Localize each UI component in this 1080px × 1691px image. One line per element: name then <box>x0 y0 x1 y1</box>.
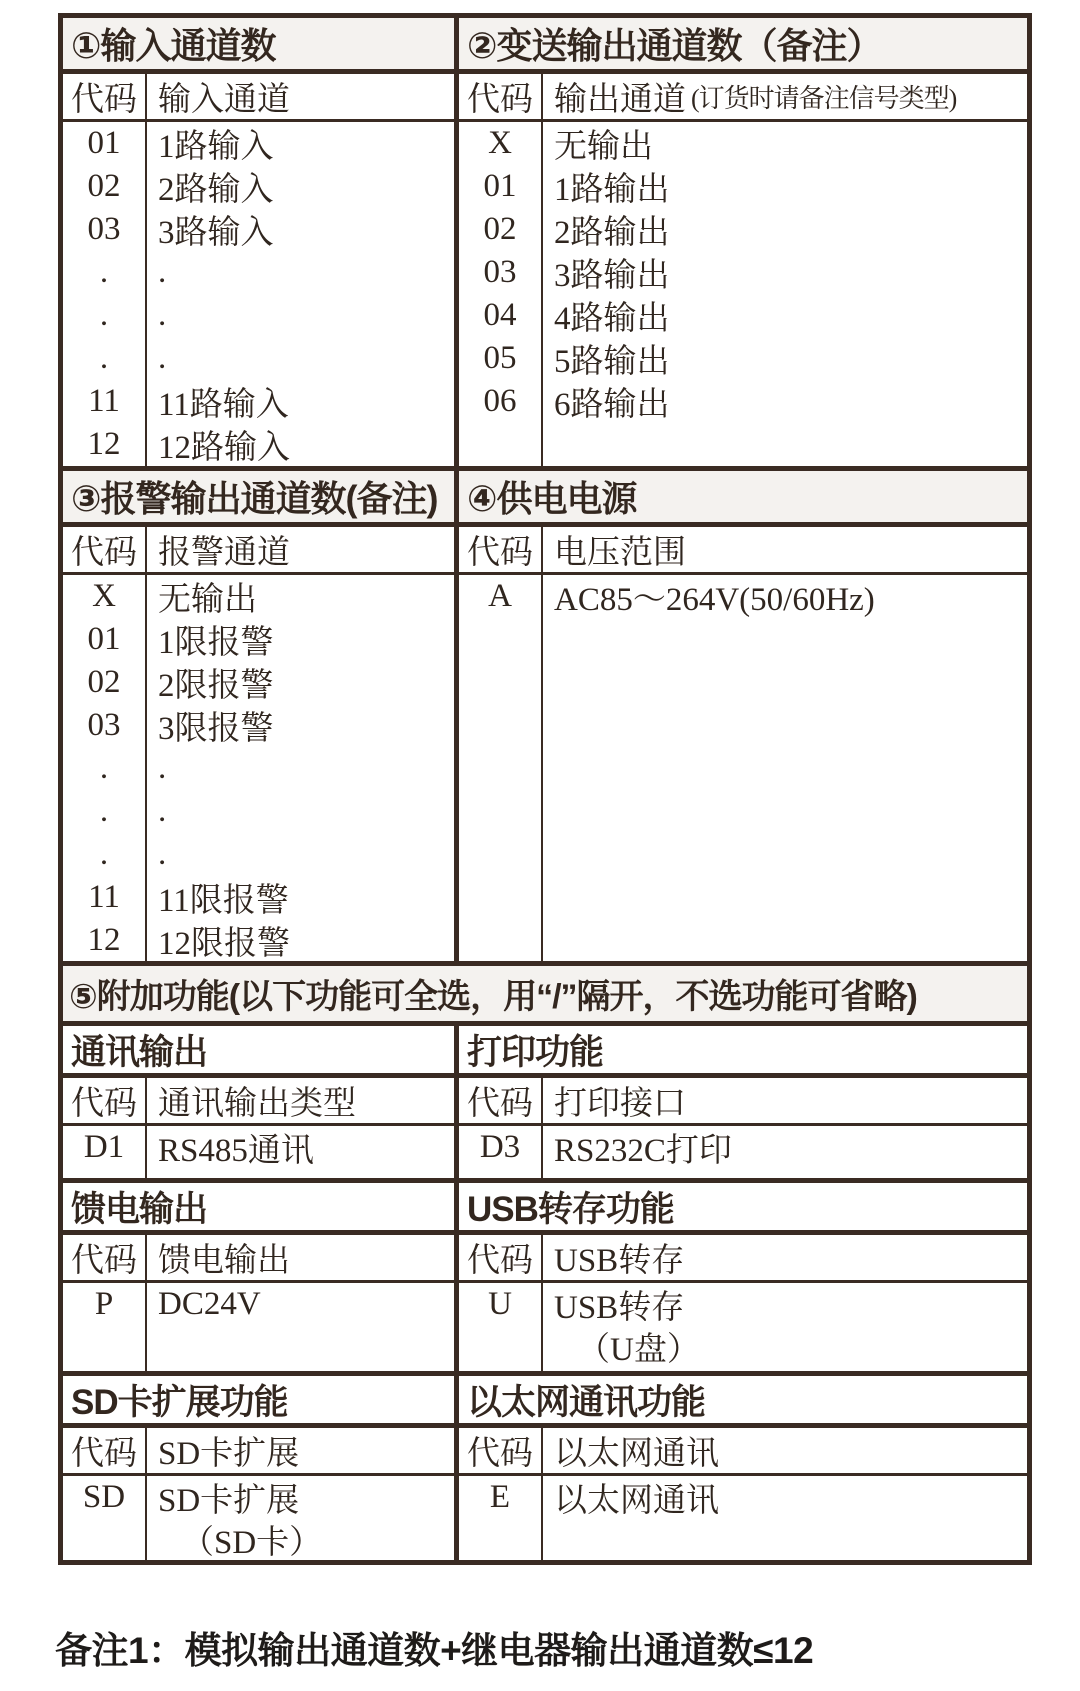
desc-column <box>543 1126 1027 1178</box>
section-row-5 <box>63 1376 1027 1560</box>
desc-column-header: 馈电输出 <box>158 1243 290 1279</box>
code-column <box>459 1283 543 1371</box>
code-cell: 11 <box>88 879 120 915</box>
code-column-header: 代码 <box>459 1078 543 1123</box>
section-title: ③报警输出通道数(备注) <box>63 471 454 527</box>
section-input-channels <box>63 18 459 466</box>
code-column-header: 代码 <box>63 74 147 119</box>
desc-cell: 4路输出 <box>554 301 670 337</box>
sub-feed-output <box>63 1183 459 1371</box>
code-column <box>459 122 543 466</box>
desc-cell: 2路输入 <box>158 172 274 208</box>
code-column <box>459 1126 543 1178</box>
table-body <box>459 575 1027 961</box>
desc-cell: 3路输出 <box>554 258 670 294</box>
code-column-header: 代码 <box>459 1428 543 1473</box>
dots-cell: . <box>158 750 167 786</box>
footnote: 备注1：模拟输出通道数+继电器输出通道数≤12 <box>55 1630 814 1671</box>
code-column <box>459 575 543 961</box>
dots-cell: . <box>99 297 109 333</box>
code-cell: 12 <box>87 922 121 958</box>
sub-title: USB转存功能 <box>459 1183 1027 1235</box>
dots-cell: . <box>99 836 109 872</box>
desc-cell-line2: （SD卡） <box>181 1524 323 1561</box>
column-header-row <box>63 1235 454 1283</box>
desc-cell: USB转存 <box>554 1289 685 1326</box>
sub-title: SD卡扩展功能 <box>63 1376 454 1428</box>
section-alarm-outputs <box>63 471 459 961</box>
desc-cell: 1限报警 <box>158 625 274 661</box>
dots-cell: . <box>158 836 167 872</box>
table-body <box>63 1476 454 1560</box>
sub-comm-output <box>63 1026 459 1178</box>
desc-cell: DC24V <box>158 1285 261 1322</box>
code-cell: E <box>489 1478 511 1515</box>
sub-print-function <box>459 1026 1027 1178</box>
desc-cell: 6路输出 <box>554 387 670 423</box>
desc-column-header: SD卡扩展 <box>158 1436 300 1472</box>
code-cell: 01 <box>483 168 517 204</box>
code-cell: SD <box>82 1478 126 1515</box>
desc-cell: 5路输出 <box>554 344 670 380</box>
dots-cell: . <box>99 254 109 290</box>
desc-cell: 无输出 <box>554 129 653 165</box>
code-column <box>459 1476 543 1560</box>
table-body <box>459 1476 1027 1560</box>
desc-cell: 12路输入 <box>158 430 290 466</box>
desc-cell: 1路输出 <box>554 172 670 208</box>
code-cell: 02 <box>87 664 121 700</box>
desc-column <box>147 1283 454 1371</box>
section-row-3 <box>63 1026 1027 1183</box>
code-cell: 11 <box>88 383 120 419</box>
code-column <box>63 575 147 961</box>
code-cell: 02 <box>483 211 517 247</box>
sub-title: 馈电输出 <box>63 1183 454 1235</box>
desc-cell: 2限报警 <box>158 668 274 704</box>
desc-header-main: 输出通道 <box>554 82 686 118</box>
section-power-supply <box>459 471 1027 961</box>
code-cell: 03 <box>87 211 121 247</box>
code-cell: U <box>488 1285 512 1322</box>
desc-cell: SD卡扩展 <box>158 1482 300 1519</box>
code-cell: P <box>94 1285 114 1322</box>
desc-column <box>147 1126 454 1178</box>
desc-column-header: 打印接口 <box>554 1086 686 1122</box>
section-row-4 <box>63 1183 1027 1376</box>
desc-cell: RS485通讯 <box>158 1133 314 1169</box>
code-cell: 03 <box>87 707 121 743</box>
code-column-header: 代码 <box>63 1428 147 1473</box>
section-title: ②变送输出通道数（备注） <box>459 18 1027 74</box>
code-cell: D1 <box>83 1129 125 1165</box>
dots-cell: . <box>158 297 167 333</box>
dots-cell: . <box>158 793 167 829</box>
code-cell: 02 <box>87 168 121 204</box>
code-column <box>63 1476 147 1560</box>
desc-column <box>147 122 454 466</box>
desc-cell-line2: （U盘） <box>577 1331 700 1368</box>
desc-cell: 11路输入 <box>158 387 289 423</box>
desc-cell: 2路输出 <box>554 215 670 251</box>
section-transmit-outputs <box>459 18 1027 466</box>
code-column-header: 代码 <box>459 74 543 119</box>
dots-cell: . <box>158 254 167 290</box>
sub-usb-transfer <box>459 1183 1027 1371</box>
code-cell: X <box>92 578 116 614</box>
desc-column <box>543 575 1027 961</box>
table-body <box>63 1126 454 1178</box>
code-cell: 06 <box>483 383 517 419</box>
code-column <box>63 122 147 466</box>
section-addon-banner: ⑤附加功能(以下功能可全选，用“/”隔开，不选功能可省略) <box>63 966 1027 1026</box>
column-header-row <box>63 1078 454 1126</box>
column-header-row <box>63 1428 454 1476</box>
table-body <box>63 122 454 466</box>
code-cell: 03 <box>483 254 517 290</box>
desc-cell: RS232C打印 <box>554 1133 732 1169</box>
desc-column-header: 报警通道 <box>158 535 290 571</box>
desc-cell: 12限报警 <box>158 926 290 962</box>
dots-cell: . <box>158 340 167 376</box>
code-column-header: 代码 <box>63 527 147 572</box>
desc-column-header <box>543 74 1027 119</box>
desc-cell: 1路输入 <box>158 129 274 165</box>
column-header-row <box>63 74 454 122</box>
sub-title: 打印功能 <box>459 1026 1027 1078</box>
column-header-row <box>459 74 1027 122</box>
desc-cell: 3路输入 <box>158 215 274 251</box>
dots-cell: . <box>99 750 109 786</box>
ordering-spec-table <box>58 13 1032 1565</box>
table-body <box>63 575 454 961</box>
code-cell: A <box>488 578 512 614</box>
code-cell: 12 <box>87 426 121 462</box>
desc-column-header: 通讯输出类型 <box>158 1086 356 1122</box>
desc-column-header: 以太网通讯 <box>554 1436 719 1472</box>
column-header-row <box>459 1428 1027 1476</box>
section-title: ①输入通道数 <box>63 18 454 74</box>
desc-column <box>147 575 454 961</box>
code-cell: 01 <box>87 125 121 161</box>
code-column-header: 代码 <box>459 527 543 572</box>
desc-column-header: 电压范围 <box>554 535 686 571</box>
desc-column <box>147 1476 454 1560</box>
table-body <box>459 122 1027 466</box>
table-body <box>63 1283 454 1371</box>
desc-cell: 11限报警 <box>158 883 289 919</box>
column-header-row <box>459 527 1027 575</box>
section-row-2 <box>63 471 1027 966</box>
table-body <box>459 1126 1027 1178</box>
desc-column-header: 输入通道 <box>158 82 290 118</box>
code-cell: D3 <box>479 1129 521 1165</box>
sub-sd-expansion <box>63 1376 459 1560</box>
dots-cell: . <box>99 793 109 829</box>
desc-column <box>543 1476 1027 1560</box>
table-body <box>459 1283 1027 1371</box>
sub-title: 以太网通讯功能 <box>459 1376 1027 1428</box>
desc-header-note: (订货时请备注信号类型) <box>691 84 957 113</box>
section-title: ④供电电源 <box>459 471 1027 527</box>
sub-ethernet-comm <box>459 1376 1027 1560</box>
code-column <box>63 1283 147 1371</box>
desc-cell: AC85～264V(50/60Hz) <box>554 582 875 618</box>
desc-column-header: USB转存 <box>554 1243 685 1279</box>
desc-cell: 3限报警 <box>158 711 274 747</box>
column-header-row <box>459 1235 1027 1283</box>
column-header-row <box>459 1078 1027 1126</box>
desc-column <box>543 122 1027 466</box>
code-cell: X <box>488 125 512 161</box>
desc-cell: 以太网通讯 <box>554 1482 719 1519</box>
code-cell: 01 <box>87 621 121 657</box>
desc-column <box>543 1283 1027 1371</box>
code-cell: 04 <box>483 297 517 333</box>
code-cell: 05 <box>483 340 517 376</box>
section-row-1 <box>63 18 1027 471</box>
desc-cell: 无输出 <box>158 582 257 618</box>
sub-title: 通讯输出 <box>63 1026 454 1078</box>
dots-cell: . <box>99 340 109 376</box>
column-header-row <box>63 527 454 575</box>
code-column-header: 代码 <box>459 1235 543 1280</box>
code-column-header: 代码 <box>63 1235 147 1280</box>
code-column <box>63 1126 147 1178</box>
code-column-header: 代码 <box>63 1078 147 1123</box>
